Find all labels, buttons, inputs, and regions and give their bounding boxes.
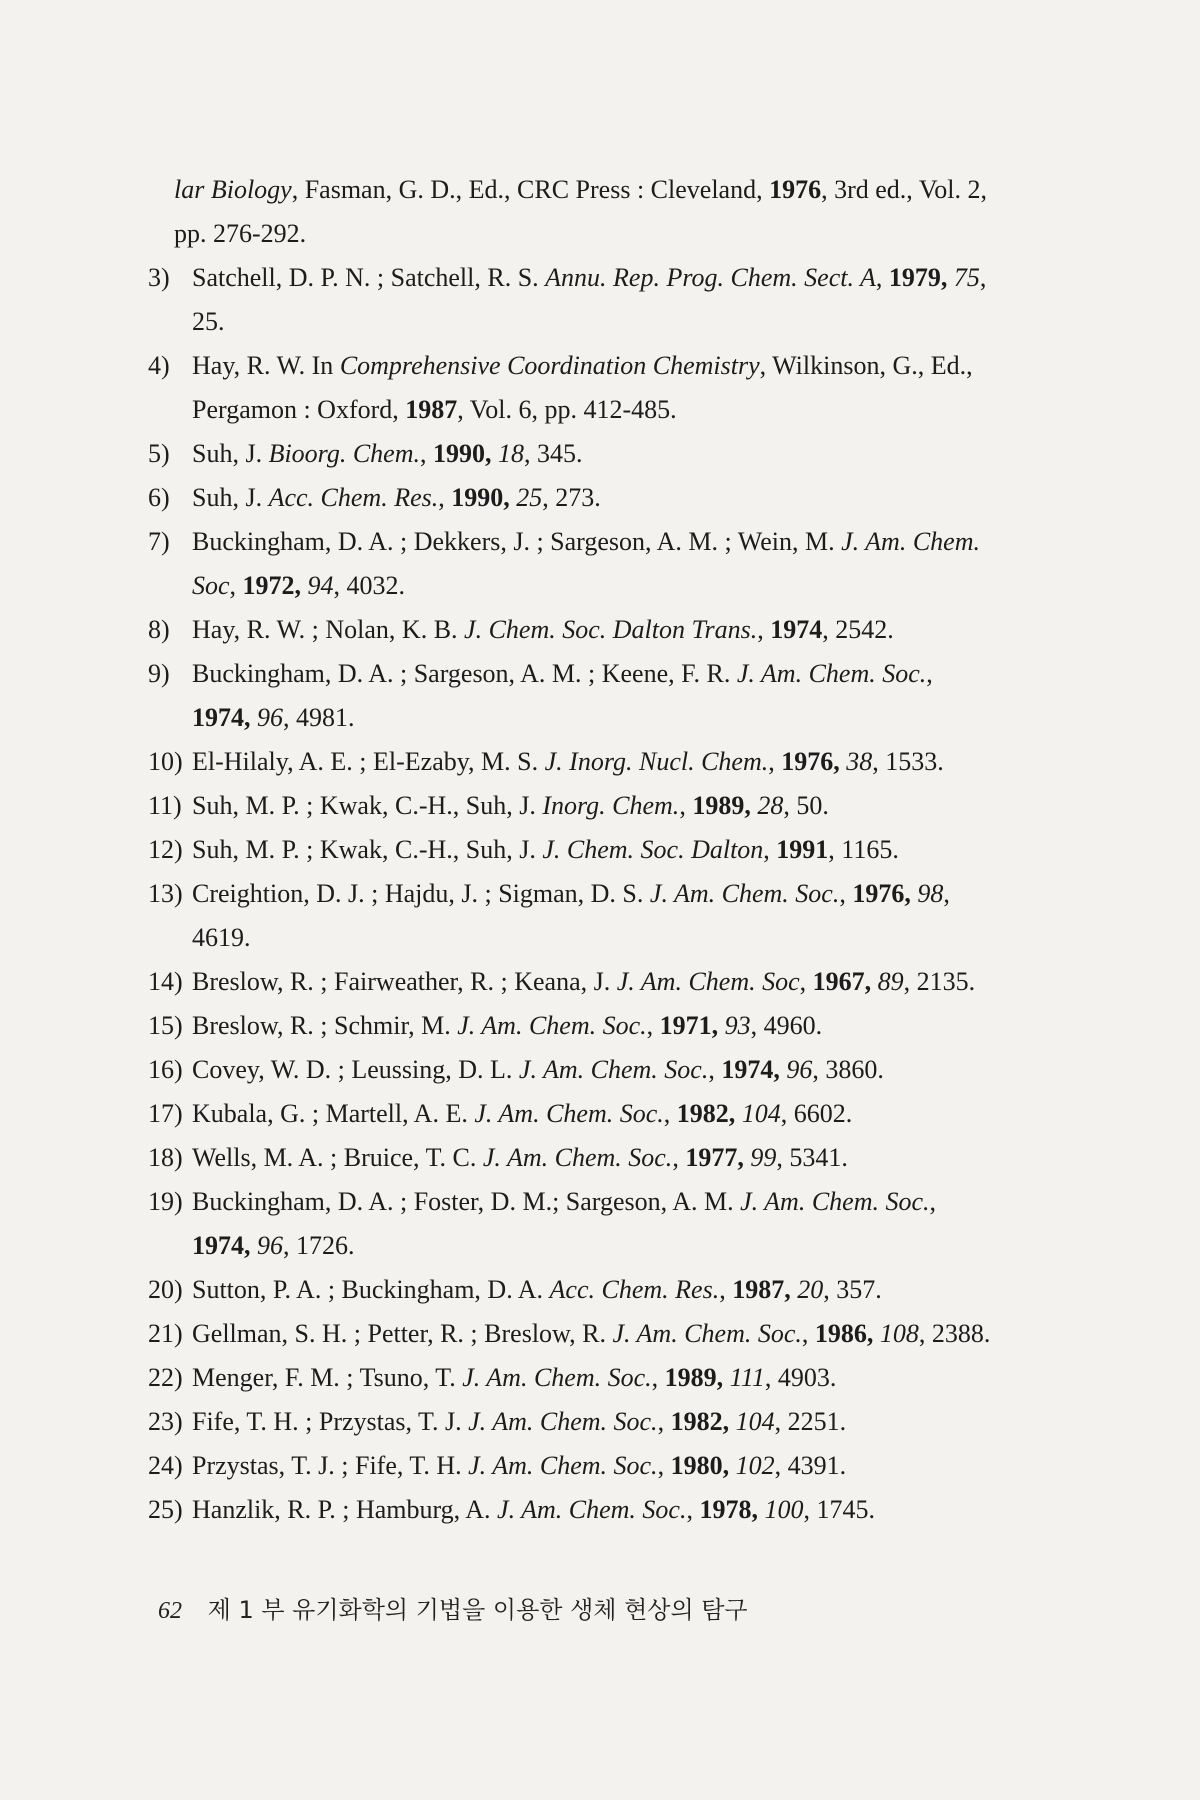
- plain-text: Buckingham, D. A. ; Foster, D. M.; Sargeson, A. M.: [192, 1187, 741, 1216]
- reference-text: [192, 872, 1088, 960]
- plain-text: ,: [438, 483, 452, 512]
- reference-item: [148, 1136, 1088, 1180]
- reference-number: 20): [148, 1275, 183, 1304]
- reference-number: 19): [148, 1187, 183, 1216]
- reference-line: [192, 344, 1088, 388]
- plain-text: , 3860.: [812, 1055, 884, 1084]
- plain-text: Sutton, P. A. ; Buckingham, D. A.: [192, 1275, 550, 1304]
- bold-text: 1974,: [192, 1231, 251, 1260]
- reference-line: [192, 740, 1088, 784]
- plain-text: ,: [799, 967, 813, 996]
- plain-text: Buckingham, D. A. ; Sargeson, A. M. ; Keene, F. R.: [192, 659, 737, 688]
- bold-text: 1976,: [781, 747, 840, 776]
- bold-text: 1977,: [685, 1143, 744, 1172]
- italic-text: 104: [741, 1099, 781, 1128]
- reference-text: [192, 476, 1088, 520]
- italic-text: 28: [757, 791, 784, 820]
- reference-item: [148, 784, 1088, 828]
- italic-text: 18: [498, 439, 524, 468]
- bold-text: 1971,: [659, 1011, 719, 1040]
- reference-line: [192, 1136, 1088, 1180]
- italic-text: Comprehensive Coordination Chemistry: [339, 351, 760, 380]
- italic-text: J. Am. Chem. Soc.: [612, 1319, 802, 1348]
- reference-text: [192, 1356, 1088, 1400]
- reference-line: [192, 1092, 1088, 1136]
- italic-text: 96: [786, 1055, 813, 1084]
- plain-text: , 357.: [823, 1275, 882, 1304]
- plain-text: , 345.: [524, 439, 583, 468]
- plain-text: El-Hilaly, A. E. ; El-Ezaby, M. S.: [192, 747, 545, 776]
- plain-text: Hanzlik, R. P. ; Hamburg, A.: [192, 1495, 498, 1524]
- reference-line: [192, 1224, 1088, 1268]
- reference-number: 17): [148, 1099, 183, 1128]
- reference-text: [192, 1268, 1088, 1312]
- bold-text: 1978,: [699, 1495, 758, 1524]
- reference-line: [192, 960, 1088, 1004]
- reference-number: 10): [148, 747, 183, 776]
- bold-text: 1991: [776, 835, 829, 864]
- italic-text: Inorg. Chem.: [542, 791, 680, 820]
- plain-text: Wells, M. A. ; Bruice, T. C.: [192, 1143, 483, 1172]
- italic-text: 102: [735, 1451, 775, 1480]
- plain-text: ,: [663, 1099, 677, 1128]
- reference-item: [148, 872, 1088, 960]
- plain-text: Buckingham, D. A. ; Dekkers, J. ; Sargeson, A. M. ; Wein, M.: [192, 527, 842, 556]
- reference-number: 8): [148, 615, 170, 644]
- italic-text: J. Am. Chem. Soc.: [474, 1099, 664, 1128]
- plain-text: ,: [768, 747, 782, 776]
- plain-text: Covey, W. D. ; Leussing, D. L.: [192, 1055, 519, 1084]
- plain-text: 4619.: [192, 923, 251, 952]
- italic-text: J. Am. Chem. Soc: [616, 967, 800, 996]
- page-number: 62: [158, 1598, 182, 1624]
- reference-number: 9): [148, 659, 170, 688]
- reference-item: [148, 1180, 1088, 1268]
- bold-text: 1972,: [242, 571, 302, 600]
- italic-text: lar Biology: [174, 175, 292, 204]
- reference-line: [192, 476, 1088, 520]
- reference-number: 16): [148, 1055, 183, 1084]
- plain-text: , 1726.: [283, 1231, 355, 1260]
- plain-text: , 4903.: [764, 1363, 837, 1392]
- plain-text: ,: [943, 879, 950, 908]
- italic-text: Acc. Chem. Res.: [268, 483, 439, 512]
- italic-text: 96: [257, 703, 283, 732]
- reference-line: [192, 432, 1088, 476]
- plain-text: ,: [979, 263, 987, 292]
- reference-text: [192, 828, 1088, 872]
- plain-text: Suh, J.: [192, 439, 269, 468]
- reference-line: [192, 696, 1088, 740]
- reference-line: [192, 256, 1088, 300]
- reference-number: 21): [148, 1319, 183, 1348]
- plain-text: , 50.: [783, 791, 829, 820]
- reference-item: [148, 1092, 1088, 1136]
- reference-line: [192, 1004, 1088, 1048]
- reference-number: 11): [148, 791, 182, 820]
- plain-text: ,: [763, 835, 777, 864]
- bold-text: 1982,: [670, 1407, 730, 1436]
- italic-text: 93: [724, 1011, 751, 1040]
- bold-text: 1974,: [192, 703, 251, 732]
- plain-text: ,: [719, 1275, 733, 1304]
- bold-text: 1990,: [451, 483, 510, 512]
- reference-text: [192, 1048, 1088, 1092]
- reference-item: [148, 476, 1088, 520]
- reference-item: [148, 1400, 1088, 1444]
- plain-text: , 4032.: [333, 571, 406, 600]
- plain-text: , 2135.: [903, 967, 976, 996]
- plain-text: Suh, M. P. ; Kwak, C.-H., Suh, J.: [192, 791, 543, 820]
- reference-line: [192, 1444, 1088, 1488]
- plain-text: Kubala, G. ; Martell, A. E.: [192, 1099, 475, 1128]
- reference-text: [192, 784, 1088, 828]
- reference-line: [192, 1268, 1088, 1312]
- plain-text: ,: [839, 879, 853, 908]
- plain-text: ,: [420, 439, 433, 468]
- plain-text: , 1745.: [803, 1495, 875, 1524]
- plain-text: , 2388.: [918, 1319, 991, 1348]
- reference-item: [148, 960, 1088, 1004]
- plain-text: , Vol. 6, pp. 412-485.: [457, 395, 677, 424]
- plain-text: Pergamon : Oxford,: [192, 395, 406, 424]
- plain-text: , 3rd ed., Vol. 2,: [821, 175, 987, 204]
- reference-item: [148, 520, 1088, 608]
- bold-text: 1982,: [676, 1099, 736, 1128]
- plain-text: 25.: [192, 307, 225, 336]
- plain-text: ,: [657, 1451, 671, 1480]
- bold-text: 1989,: [692, 791, 751, 820]
- italic-text: 89: [877, 967, 904, 996]
- plain-text: Przystas, T. J. ; Fife, T. H.: [192, 1451, 469, 1480]
- plain-text: , 2542.: [822, 615, 894, 644]
- reference-line: [174, 212, 1088, 256]
- plain-text: ,: [708, 1055, 722, 1084]
- reference-number: 5): [148, 439, 170, 468]
- italic-text: 94: [307, 571, 334, 600]
- italic-text: J. Am. Chem. Soc.: [462, 1363, 652, 1392]
- italic-text: J. Am. Chem. Soc.: [468, 1407, 658, 1436]
- reference-number: 14): [148, 967, 183, 996]
- plain-text: Hay, R. W. In: [192, 351, 340, 380]
- bold-text: 1980,: [670, 1451, 730, 1480]
- plain-text: ,: [926, 659, 933, 688]
- reference-line: [192, 608, 1088, 652]
- plain-text: Hay, R. W. ; Nolan, K. B.: [192, 615, 465, 644]
- reference-item: [148, 652, 1088, 740]
- reference-item: [148, 1268, 1088, 1312]
- plain-text: Satchell, D. P. N. ; Satchell, R. S.: [192, 263, 546, 292]
- italic-text: 100: [764, 1495, 804, 1524]
- reference-item: [148, 1488, 1088, 1532]
- italic-text: Bioorg. Chem.: [268, 439, 420, 468]
- reference-item: [148, 608, 1088, 652]
- plain-text: ,: [686, 1495, 700, 1524]
- plain-text: , 273.: [542, 483, 601, 512]
- reference-item: [148, 344, 1088, 432]
- reference-number: 7): [148, 527, 170, 556]
- reference-text: [192, 1488, 1088, 1532]
- italic-text: 98: [917, 879, 944, 908]
- reference-text: [192, 1092, 1088, 1136]
- reference-number: 13): [148, 879, 183, 908]
- reference-text: [192, 432, 1088, 476]
- italic-text: J. Chem. Soc. Dalton: [542, 835, 764, 864]
- italic-text: Soc: [192, 571, 230, 600]
- reference-line: [174, 168, 1088, 212]
- reference-text: [192, 1180, 1088, 1268]
- plain-text: , 4981.: [283, 703, 355, 732]
- bold-text: 1967,: [812, 967, 872, 996]
- plain-text: Menger, F. M. ; Tsuno, T.: [192, 1363, 463, 1392]
- reference-item: [148, 256, 1088, 344]
- reference-number: 6): [148, 483, 170, 512]
- plain-text: , 6602.: [780, 1099, 853, 1128]
- reference-line: [192, 564, 1088, 608]
- bold-text: 1974: [770, 615, 823, 644]
- plain-text: pp. 276-292.: [174, 219, 307, 248]
- reference-number: 15): [148, 1011, 183, 1040]
- reference-item: [148, 740, 1088, 784]
- reference-text: [192, 608, 1088, 652]
- plain-text: ,: [929, 1187, 937, 1216]
- italic-text: J. Chem. Soc. Dalton Trans.: [464, 615, 758, 644]
- italic-text: J. Am. Chem. Soc.: [649, 879, 840, 908]
- reference-item: [148, 1004, 1088, 1048]
- italic-text: J. Am. Chem. Soc.: [736, 659, 927, 688]
- italic-text: J. Inorg. Nucl. Chem.: [544, 747, 769, 776]
- plain-text: ,: [229, 571, 243, 600]
- reference-text: [192, 652, 1088, 740]
- reference-number: 4): [148, 351, 170, 380]
- plain-text: , 2251.: [774, 1407, 847, 1436]
- reference-text: [192, 520, 1088, 608]
- plain-text: ,: [875, 263, 889, 292]
- italic-text: Annu. Rep. Prog. Chem. Sect. A: [545, 263, 876, 292]
- plain-text: Fife, T. H. ; Przystas, T. J.: [192, 1407, 469, 1436]
- plain-text: Suh, J.: [192, 483, 269, 512]
- plain-text: , 4960.: [750, 1011, 823, 1040]
- bold-text: 1986,: [814, 1319, 874, 1348]
- reference-line: [192, 652, 1088, 696]
- plain-text: ,: [651, 1363, 665, 1392]
- reference-text: [192, 960, 1088, 1004]
- italic-text: 104: [735, 1407, 775, 1436]
- plain-text: ,: [801, 1319, 815, 1348]
- reference-text: [192, 1004, 1088, 1048]
- plain-text: Breslow, R. ; Schmir, M.: [192, 1011, 458, 1040]
- bold-text: 1987: [405, 395, 458, 424]
- running-section-title: 제 1 부 유기화학의 기법을 이용한 생체 현상의 탐구: [207, 1596, 748, 1624]
- reference-line: [192, 828, 1088, 872]
- plain-text: ,: [672, 1143, 686, 1172]
- page-footer: [158, 1590, 748, 1625]
- bold-text: 1976: [769, 175, 822, 204]
- reference-line: [192, 1400, 1088, 1444]
- plain-text: ,: [757, 615, 771, 644]
- reference-line: [192, 916, 1088, 960]
- reference-text: [192, 344, 1088, 432]
- reference-item: [148, 1356, 1088, 1400]
- reference-text: [148, 168, 1088, 256]
- reference-list: [148, 168, 1088, 1532]
- bold-text: 1990,: [433, 439, 492, 468]
- plain-text: , Fasman, G. D., Ed., CRC Press : Cleveland,: [291, 175, 770, 204]
- reference-text: [192, 1444, 1088, 1488]
- italic-text: 38: [846, 747, 873, 776]
- bold-text: 1989,: [664, 1363, 724, 1392]
- plain-text: , 5341.: [776, 1143, 848, 1172]
- reference-line: [192, 1180, 1088, 1224]
- reference-number: 18): [148, 1143, 183, 1172]
- plain-text: ,: [679, 791, 693, 820]
- italic-text: J. Am. Chem. Soc.: [457, 1011, 647, 1040]
- reference-number: 3): [148, 263, 170, 292]
- reference-item: [148, 1048, 1088, 1092]
- plain-text: ,: [646, 1011, 660, 1040]
- italic-text: 75: [953, 263, 980, 292]
- italic-text: 25: [516, 483, 543, 512]
- reference-item: [148, 432, 1088, 476]
- reference-line: [192, 300, 1088, 344]
- italic-text: 20: [797, 1275, 824, 1304]
- reference-line: [192, 1048, 1088, 1092]
- plain-text: Breslow, R. ; Fairweather, R. ; Keana, J.: [192, 967, 617, 996]
- italic-text: J. Am. Chem. Soc.: [468, 1451, 658, 1480]
- reference-line: [192, 1488, 1088, 1532]
- reference-item: [148, 168, 1088, 256]
- reference-item: [148, 1444, 1088, 1488]
- plain-text: , 1165.: [828, 835, 899, 864]
- plain-text: Suh, M. P. ; Kwak, C.-H., Suh, J.: [192, 835, 543, 864]
- reference-line: [192, 784, 1088, 828]
- reference-line: [192, 388, 1088, 432]
- plain-text: , 1533.: [872, 747, 944, 776]
- reference-number: 12): [148, 835, 183, 864]
- plain-text: , 4391.: [774, 1451, 847, 1480]
- italic-text: J. Am. Chem. Soc.: [518, 1055, 709, 1084]
- reference-line: [192, 1312, 1088, 1356]
- reference-line: [192, 1356, 1088, 1400]
- reference-number: 24): [148, 1451, 183, 1480]
- plain-text: Gellman, S. H. ; Petter, R. ; Breslow, R.: [192, 1319, 613, 1348]
- bold-text: 1974,: [721, 1055, 780, 1084]
- italic-text: J. Am. Chem. Soc.: [740, 1187, 930, 1216]
- bold-text: 1987,: [732, 1275, 791, 1304]
- bold-text: 1979,: [888, 263, 948, 292]
- reference-line: [192, 520, 1088, 564]
- reference-text: [192, 740, 1088, 784]
- italic-text: J. Am. Chem. Soc.: [482, 1143, 673, 1172]
- italic-text: Acc. Chem. Res.: [549, 1275, 720, 1304]
- italic-text: 111: [729, 1363, 765, 1392]
- reference-text: [192, 1136, 1088, 1180]
- plain-text: Creightion, D. J. ; Hajdu, J. ; Sigman, D. S.: [192, 879, 650, 908]
- reference-number: 23): [148, 1407, 183, 1436]
- reference-item: [148, 1312, 1088, 1356]
- italic-text: J. Am. Chem.: [841, 527, 980, 556]
- reference-number: 22): [148, 1363, 183, 1392]
- bold-text: 1976,: [852, 879, 911, 908]
- reference-item: [148, 828, 1088, 872]
- reference-text: [192, 1400, 1088, 1444]
- italic-text: J. Am. Chem. Soc.: [497, 1495, 687, 1524]
- reference-line: [192, 872, 1088, 916]
- plain-text: , Wilkinson, G., Ed.,: [759, 351, 973, 380]
- reference-text: [192, 1312, 1088, 1356]
- italic-text: 96: [257, 1231, 283, 1260]
- reference-number: 25): [148, 1495, 183, 1524]
- reference-text: [192, 256, 1088, 344]
- plain-text: ,: [657, 1407, 671, 1436]
- italic-text: 99: [750, 1143, 777, 1172]
- italic-text: 108: [879, 1319, 919, 1348]
